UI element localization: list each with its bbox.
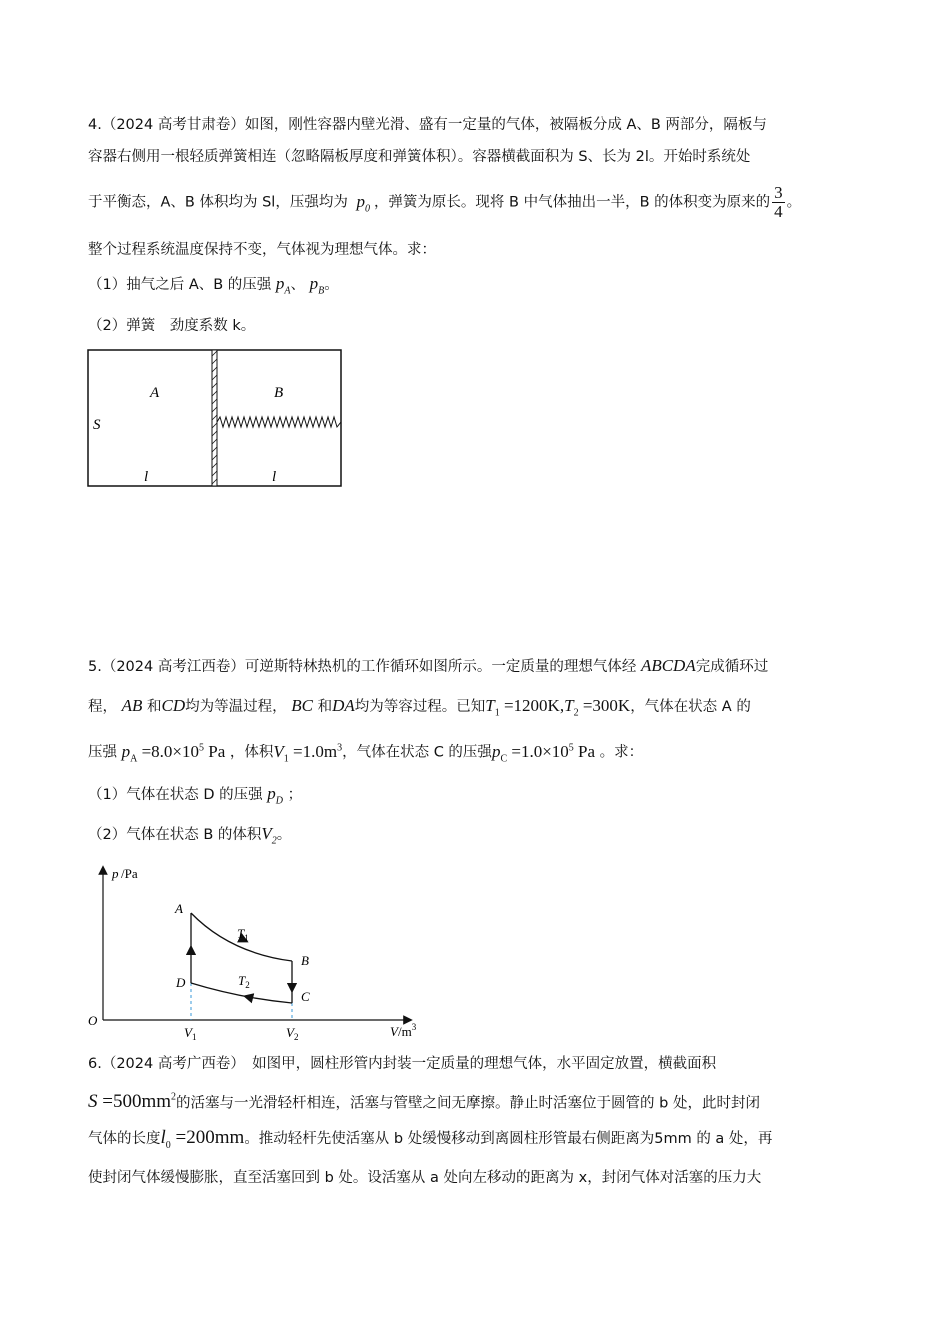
spring: [217, 417, 341, 427]
p0-symbol: p: [356, 191, 365, 211]
q6-line-2: $S =500mm^2$的活塞与一光滑轻杆相连，活塞与管壁之间无摩擦。静止时活塞位于圆管的 b 处，此时封闭: [88, 1091, 760, 1113]
label-b: B: [274, 385, 284, 401]
q6-line-3: 气体的长度$l_0 =200mm$。推动轻杆先使活塞从 b 处缓慢移动到离圆柱形管最右侧距离为5mm 的 a 处，再: [88, 1127, 773, 1151]
q4-line-2: 容器右侧用一根轻质弹簧相连（忽略隔板厚度和弹簧体积）。容器横截面积为 S、长为 2l。开始时系统处: [88, 149, 751, 165]
q5-sub-question-1: （1）气体在状态 D 的压强 $p_D$ ；: [88, 784, 303, 807]
t2-label: $T_2$: [238, 973, 250, 990]
pv-diagram: [80, 858, 440, 1043]
origin-label: O: [88, 1013, 98, 1028]
label-l-left: l: [144, 469, 149, 485]
q5-sub-question-2: （2）气体在状态 B 的体积$V_2$。: [88, 824, 292, 847]
x-axis-label: $V/m^3$: [390, 1022, 417, 1039]
q5-line-3: 压强 $p_A =8.0\times 10^5$ Pa ，体积$V_1 =1.0m^3$，气体在状态 C 的压强$p_C =1.0\times 10^5$ Pa 。求：: [88, 741, 644, 765]
point-a-label: A: [175, 901, 183, 916]
q5-line-2: 程， AB 和CD均为等温过程， BC 和DA均为等容过程。已知$T_1 =1200K,T_2 =300K$，气体在状态 A 的: [88, 696, 751, 719]
q5-line-1: 5.（2024 高考江西卷）可逆斯特林热机的工作循环如图所示。一定质量的理想气体经 ABCDA完成循环过: [88, 656, 769, 675]
q6-line-1: 6.（2024 高考广西卷） 如图甲，圆柱形管内封装一定质量的理想气体，水平固定放置，横截面积: [88, 1056, 717, 1072]
v2-label: $V_2$: [286, 1025, 299, 1042]
partition: [212, 350, 217, 486]
point-d-label: D: [176, 975, 186, 990]
y-axis-label: p: [112, 866, 119, 881]
point-c-label: C: [301, 989, 310, 1004]
t1-label: $T_1$: [237, 926, 249, 943]
q6-line-4: 使封闭气体缓慢膨胀，直至活塞回到 b 处。设活塞从 a 处向左移动的距离为 x，封闭气体对活塞的压力大: [88, 1170, 762, 1186]
q4-line-3: 于平衡态，A、B 体积均为 Sl，压强均为 $p_0$ ，弹簧为原长。现将 B 中气体抽出一半，B 的体积变为原来的 $\frac{3}{4}$ 。: [88, 183, 802, 221]
point-b-label: B: [301, 953, 309, 968]
label-l-right: l: [272, 469, 277, 485]
container-figure: [80, 342, 350, 494]
y-axis-unit: /Pa: [121, 866, 138, 881]
label-s: S: [93, 417, 101, 433]
q4-line-4: 整个过程系统温度保持不变，气体视为理想气体。求：: [88, 242, 436, 258]
q4-sub-question-2: （2）弹簧 劲度系数 k。: [88, 318, 256, 334]
three-quarters-fraction: $\frac{3}{4}$: [774, 183, 783, 221]
q4-line-1: 4.（2024 高考甘肃卷）如图，刚性容器内壁光滑、盛有一定量的气体，被隔板分成 A、B 两部分，隔板与: [88, 117, 767, 133]
v1-label: $V_1$: [184, 1025, 197, 1042]
q4-sub-question-1: （1）抽气之后 A、B 的压强 $p_A$、 $p_B$。: [88, 274, 339, 297]
label-a: A: [150, 385, 160, 401]
